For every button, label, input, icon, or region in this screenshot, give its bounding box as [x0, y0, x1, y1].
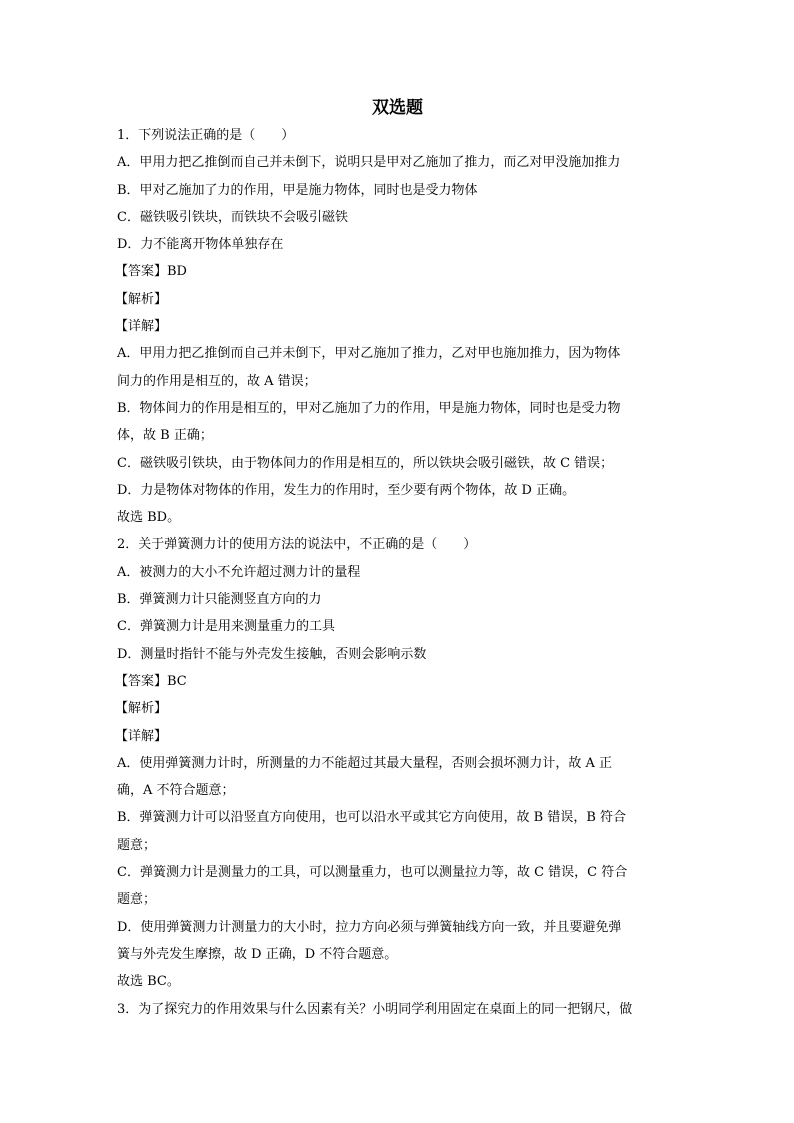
answer-label: 【答案】BD	[115, 264, 187, 280]
detail-line: C．弹簧测力计是测量力的工具，可以测量重力，也可以测量拉力等，故 C 错误，C 符合	[117, 865, 628, 881]
detail-label: 【详解】	[115, 728, 168, 744]
option-a: A．被测力的大小不允许超过测力计的量程	[117, 564, 361, 580]
option-d: D．力不能离开物体单独存在	[117, 237, 284, 253]
detail-line: 题意；	[117, 892, 157, 908]
option-a: A．甲用力把乙推倒而自己并未倒下，说明只是甲对乙施加了推力，而乙对甲没施加推力	[117, 155, 621, 171]
conclusion-line: 故选 BC。	[117, 974, 180, 990]
detail-line: 体，故 B 正确；	[117, 428, 213, 444]
option-c: C．磁铁吸引铁块，而铁块不会吸引磁铁	[117, 209, 348, 225]
option-c: C．弹簧测力计是用来测量重力的工具	[117, 619, 335, 635]
detail-line: D．力是物体对物体的作用，发生力的作用时，至少要有两个物体，故 D 正确。	[117, 482, 576, 498]
detail-line: C．磁铁吸引铁块，由于物体间力的作用是相互的，所以铁块会吸引磁铁，故 C 错误；	[117, 455, 614, 471]
option-b: B．弹簧测力计只能测竖直方向的力	[117, 592, 322, 608]
detail-line: B．物体间力的作用是相互的，甲对乙施加了力的作用，甲是施力物体，同时也是受力物	[117, 400, 621, 416]
conclusion-line: 故选 BD。	[117, 510, 181, 526]
detail-line: 确，A 不符合题意；	[117, 783, 235, 799]
question-2	[117, 531, 682, 995]
detail-line: B．弹簧测力计可以沿竖直方向使用，也可以沿水平或其它方向使用，故 B 错误，B 符合	[117, 810, 627, 826]
document-page	[117, 94, 682, 1023]
question-stem: 2．关于弹簧测力计的使用方法的说法中，不正确的是（ ）	[117, 537, 477, 553]
detail-line: 簧与外壳发生摩擦，故 D 正确，D 不符合题意。	[117, 946, 398, 962]
detail-line: 间力的作用是相互的，故 A 错误；	[117, 373, 317, 389]
option-d: D．测量时指针不能与外壳发生接触，否则会影响示数	[117, 646, 427, 662]
question-stem: 3．为了探究力的作用效果与什么因素有关？小明同学利用固定在桌面上的同一把钢尺，做	[117, 1001, 633, 1017]
question-3	[117, 996, 682, 1023]
detail-line: A．使用弹簧测力计时，所测量的力不能超过其最大量程，否则会损坏测力计，故 A 正	[117, 755, 613, 771]
detail-line: D．使用弹簧测力计测量力的大小时，拉力方向必须与弹簧轴线方向一致，并且要避免弹	[117, 919, 622, 935]
answer-label: 【答案】BC	[115, 673, 187, 689]
analysis-label: 【解析】	[115, 291, 168, 307]
detail-label: 【详解】	[115, 319, 168, 335]
analysis-label: 【解析】	[115, 701, 168, 717]
detail-line: A．甲用力把乙推倒而自己并未倒下，甲对乙施加了推力，乙对甲也施加推力，因为物体	[117, 346, 621, 362]
question-stem: 1．下列说法正确的是（ ）	[117, 128, 295, 143]
question-1	[117, 122, 682, 531]
document-title: 双选题	[372, 98, 423, 118]
detail-line: 题意；	[117, 837, 157, 853]
option-b: B．甲对乙施加了力的作用，甲是施力物体，同时也是受力物体	[117, 182, 478, 198]
